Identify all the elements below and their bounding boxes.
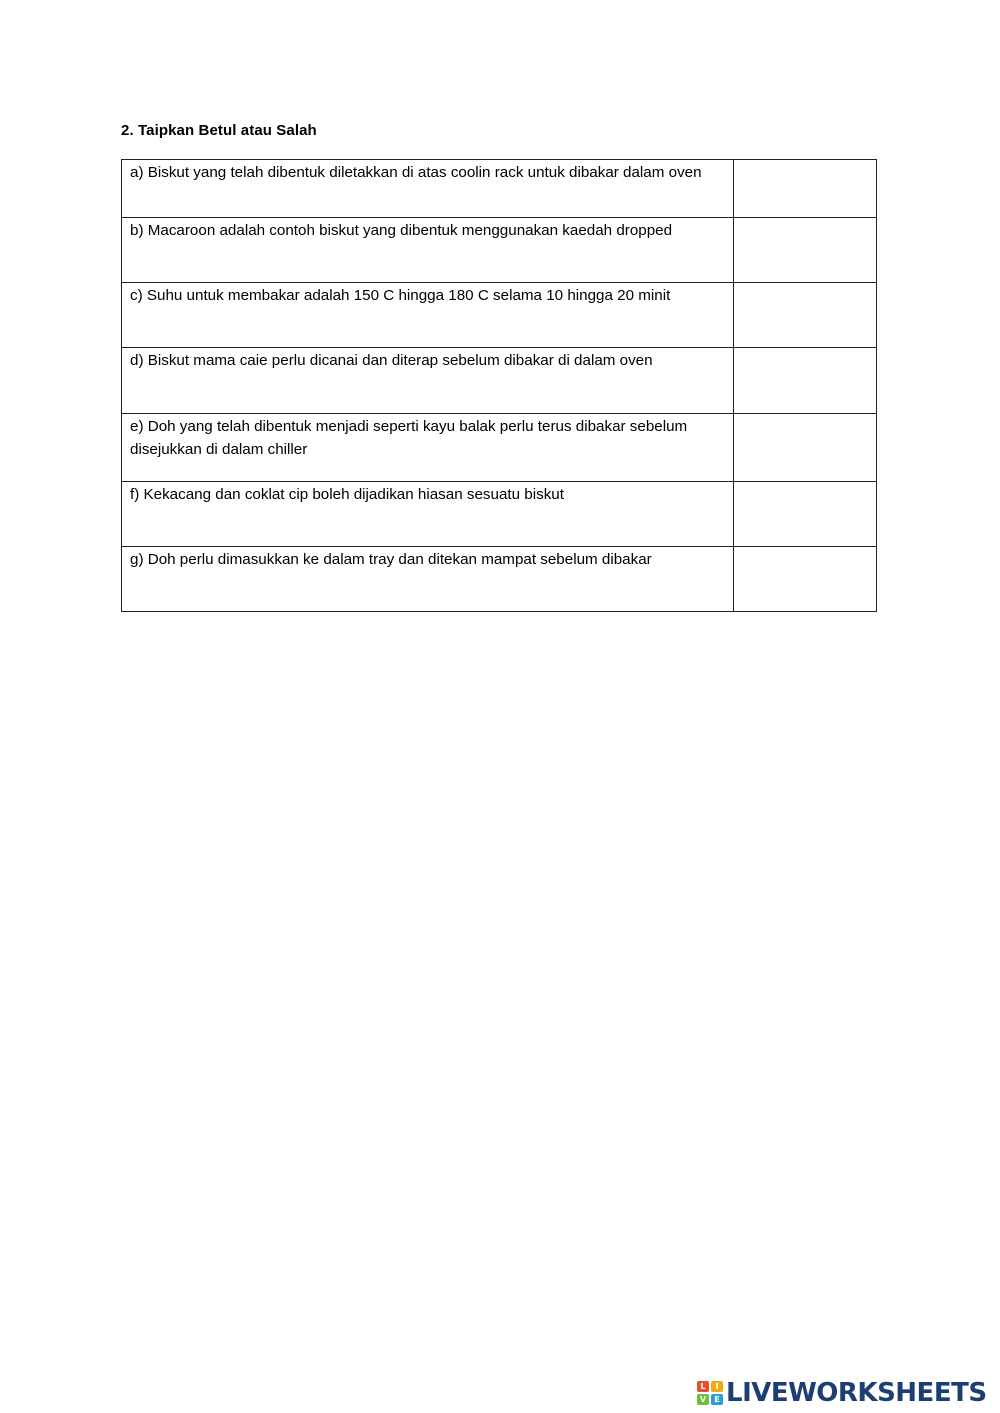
answer-cell[interactable] <box>734 218 877 283</box>
answer-cell[interactable] <box>734 160 877 218</box>
answer-cell[interactable] <box>734 414 877 482</box>
question-text: c) Suhu untuk membakar adalah 150 C hingga 180 C selama 10 hingga 20 minit <box>130 287 671 304</box>
question-text: b) Macaroon adalah contoh biskut yang dibentuk menggunakan kaedah dropped <box>130 222 673 239</box>
answer-input[interactable] <box>734 348 876 350</box>
answer-cell[interactable] <box>734 547 877 612</box>
answer-cell[interactable] <box>734 482 877 547</box>
table-row <box>122 348 877 414</box>
section-heading: 2. Taipkan Betul atau Salah <box>121 122 317 139</box>
liveworksheets-logo-icon <box>697 1381 723 1405</box>
question-cell <box>122 160 734 218</box>
question-cell <box>122 218 734 283</box>
brand-name: LIVEWORKSHEETS <box>726 1378 987 1408</box>
question-cell <box>122 547 734 612</box>
logo-letter: I <box>711 1381 723 1392</box>
liveworksheets-brand <box>697 1378 987 1408</box>
question-text: d) Biskut mama caie perlu dicanai dan diterap sebelum dibakar di dalam oven <box>130 352 653 369</box>
question-text: g) Doh perlu dimasukkan ke dalam tray dan ditekan mampat sebelum dibakar <box>130 551 652 568</box>
table-row <box>122 547 877 612</box>
question-cell <box>122 348 734 414</box>
question-cell <box>122 414 734 482</box>
answer-cell[interactable] <box>734 283 877 348</box>
table-row <box>122 283 877 348</box>
table-row <box>122 160 877 218</box>
answer-input[interactable] <box>734 547 876 549</box>
question-text: a) Biskut yang telah dibentuk diletakkan di atas coolin rack untuk dibakar dalam oven <box>130 164 702 181</box>
answer-input[interactable] <box>734 283 876 285</box>
table-row <box>122 482 877 547</box>
logo-letter: L <box>697 1381 709 1392</box>
answer-input[interactable] <box>734 218 876 220</box>
answer-input[interactable] <box>734 160 876 162</box>
answer-cell[interactable] <box>734 348 877 414</box>
answer-input[interactable] <box>734 482 876 484</box>
question-cell <box>122 482 734 547</box>
true-false-table <box>121 159 877 612</box>
logo-letter: E <box>711 1394 723 1405</box>
question-text: f) Kekacang dan coklat cip boleh dijadikan hiasan sesuatu biskut <box>130 486 564 503</box>
table-row <box>122 218 877 283</box>
table-row <box>122 414 877 482</box>
question-cell <box>122 283 734 348</box>
question-text: e) Doh yang telah dibentuk menjadi seperti kayu balak perlu terus dibakar sebelum disejukkan di dalam chiller <box>130 418 688 458</box>
answer-input[interactable] <box>734 414 876 416</box>
logo-letter: V <box>697 1394 709 1405</box>
